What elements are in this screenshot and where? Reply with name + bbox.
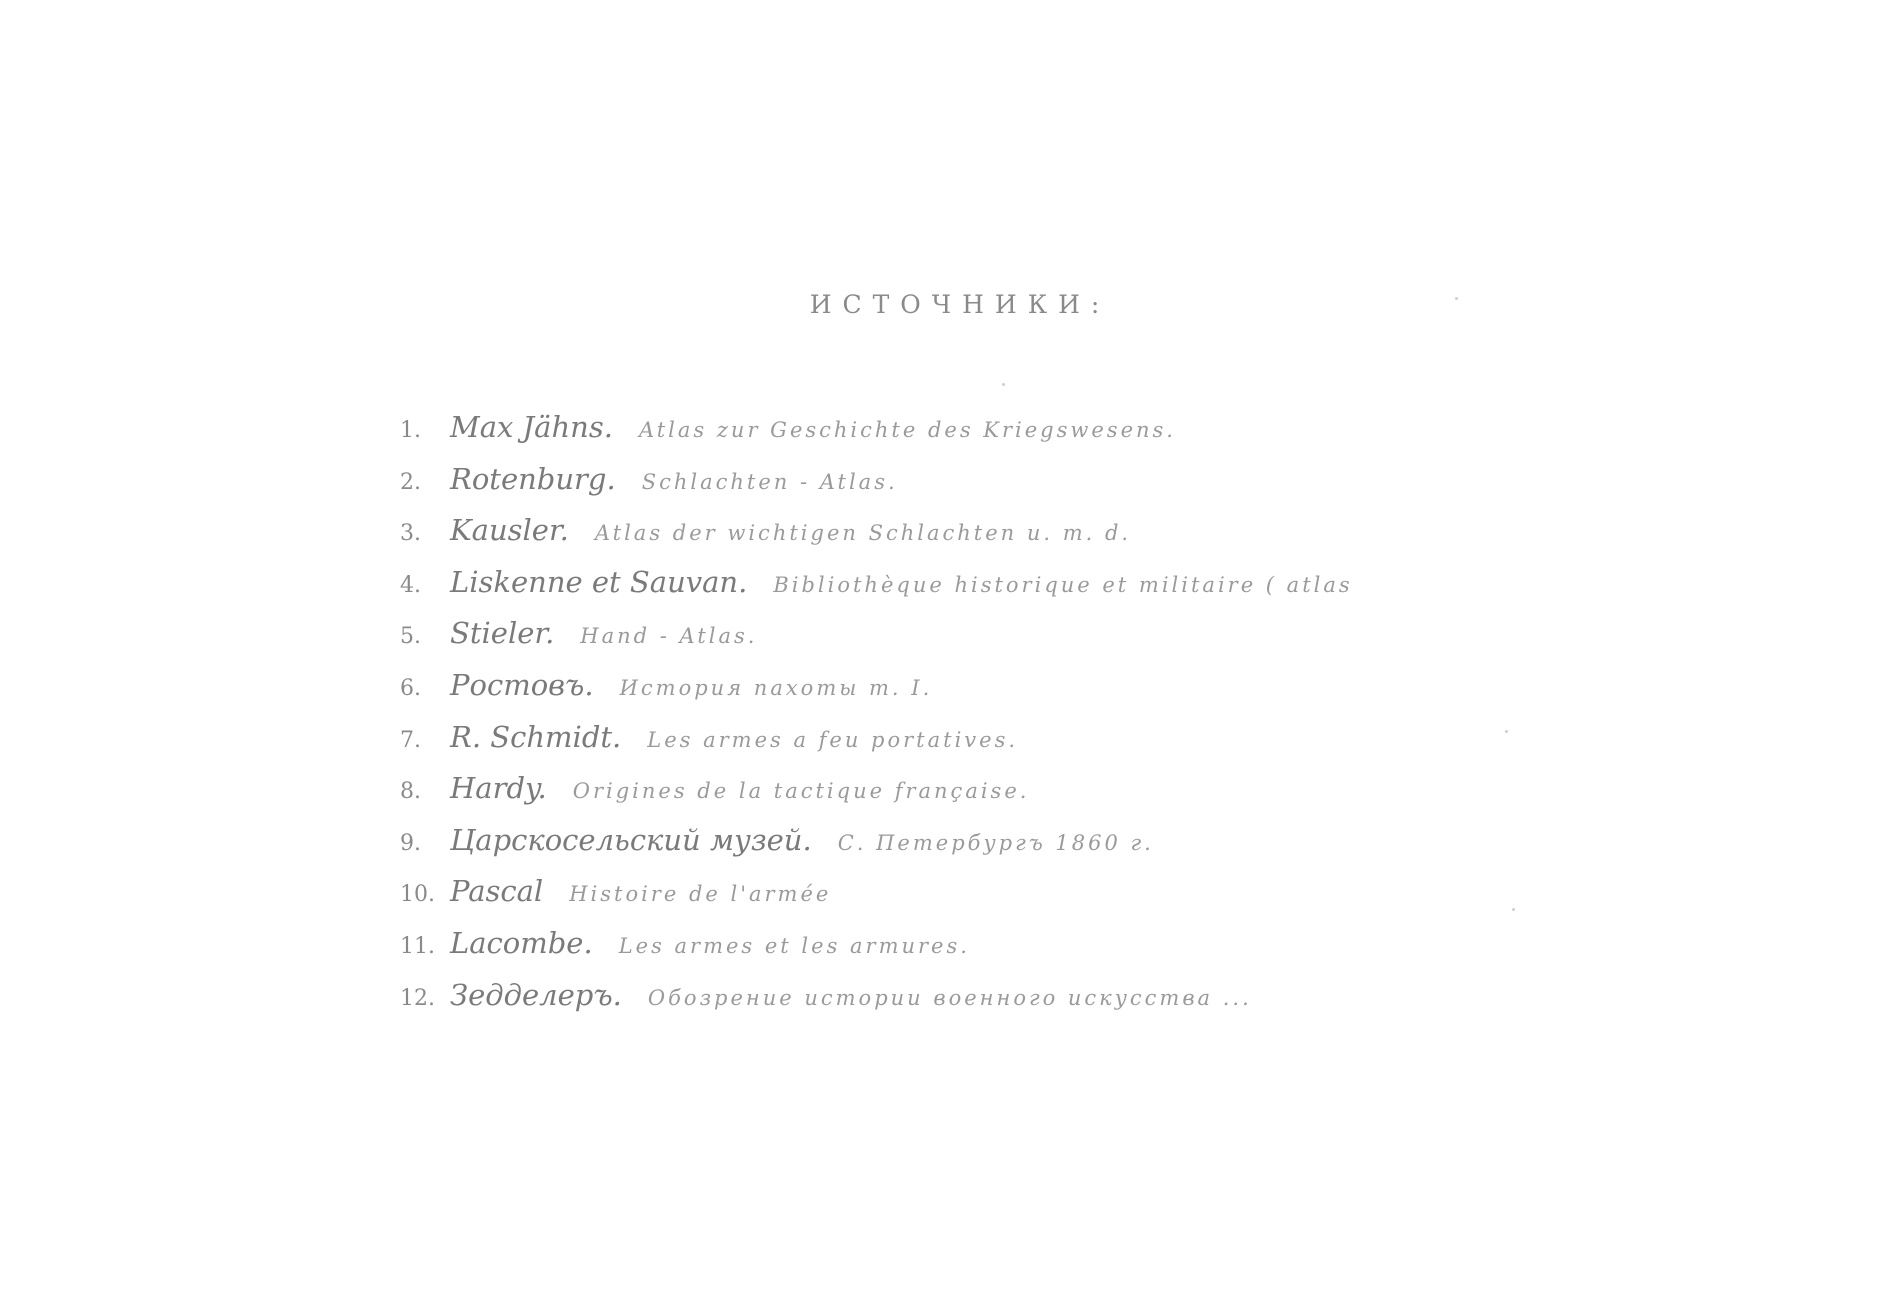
source-author: Stieler. [450, 616, 555, 651]
source-entry [400, 926, 1520, 978]
source-author: Max Jähns. [450, 410, 613, 444]
paper-speck [1512, 908, 1515, 911]
source-entry [400, 565, 1520, 617]
source-work: История пахоты т. I. [619, 675, 933, 700]
source-author: Kausler. [450, 513, 569, 548]
source-number: 1. [400, 418, 421, 443]
source-entry [400, 771, 1520, 823]
paper-speck [1002, 383, 1005, 386]
source-entry [400, 462, 1520, 514]
source-work: Bibliothèque historique et militaire ( atlas [773, 572, 1353, 597]
source-number: 2. [400, 469, 421, 495]
source-entry [400, 410, 1520, 462]
source-number: 7. [400, 727, 421, 753]
source-work: Les armes a feu portatives. [647, 727, 1019, 752]
source-number: 12. [400, 985, 435, 1011]
source-author: Ростовъ. [450, 667, 594, 702]
source-author: Царскосельский музей. [450, 822, 812, 857]
source-work: Origines de la tactique française. [572, 779, 1030, 804]
source-entry [400, 668, 1520, 720]
source-work: Histoire de l'armée [569, 882, 832, 907]
paper-speck [1505, 730, 1508, 733]
paper-speck [1455, 297, 1458, 300]
source-number: 6. [400, 675, 421, 701]
source-work: С. Петербургъ 1860 г. [837, 830, 1154, 855]
sources-list [400, 410, 1520, 1029]
source-entry [400, 616, 1520, 668]
source-entry [400, 874, 1520, 926]
source-work: Atlas der wichtigen Schlachten u. m. d. [594, 521, 1132, 546]
source-author: Зедделеръ. [450, 977, 622, 1012]
source-entry [400, 513, 1520, 565]
source-entry [400, 978, 1520, 1030]
source-author: Hardy. [450, 771, 547, 806]
source-work: Hand - Atlas. [580, 624, 758, 649]
source-author: Rotenburg. [450, 461, 616, 496]
source-number: 8. [400, 779, 421, 805]
source-author: Liskenne et Sauvan. [450, 564, 748, 599]
source-author: Lacombe. [450, 925, 593, 960]
source-work: Atlas zur Geschichte des Kriegswesens. [638, 418, 1176, 442]
source-work: Les armes et les armures. [618, 933, 970, 958]
source-entry [400, 720, 1520, 772]
source-number: 10. [400, 882, 435, 908]
source-number: 9. [400, 830, 421, 856]
source-work: Schlachten - Atlas. [641, 469, 898, 494]
source-entry [400, 823, 1520, 875]
source-author: Pascal [450, 874, 544, 909]
source-number: 5. [400, 624, 421, 650]
source-number: 3. [400, 521, 421, 547]
source-number: 11. [400, 933, 435, 959]
source-work: Обозрение истории военного искусства ... [647, 985, 1252, 1010]
source-author: R. Schmidt. [450, 719, 622, 754]
page-title: ИСТОЧНИКИ: [809, 290, 1111, 319]
source-number: 4. [400, 572, 421, 598]
